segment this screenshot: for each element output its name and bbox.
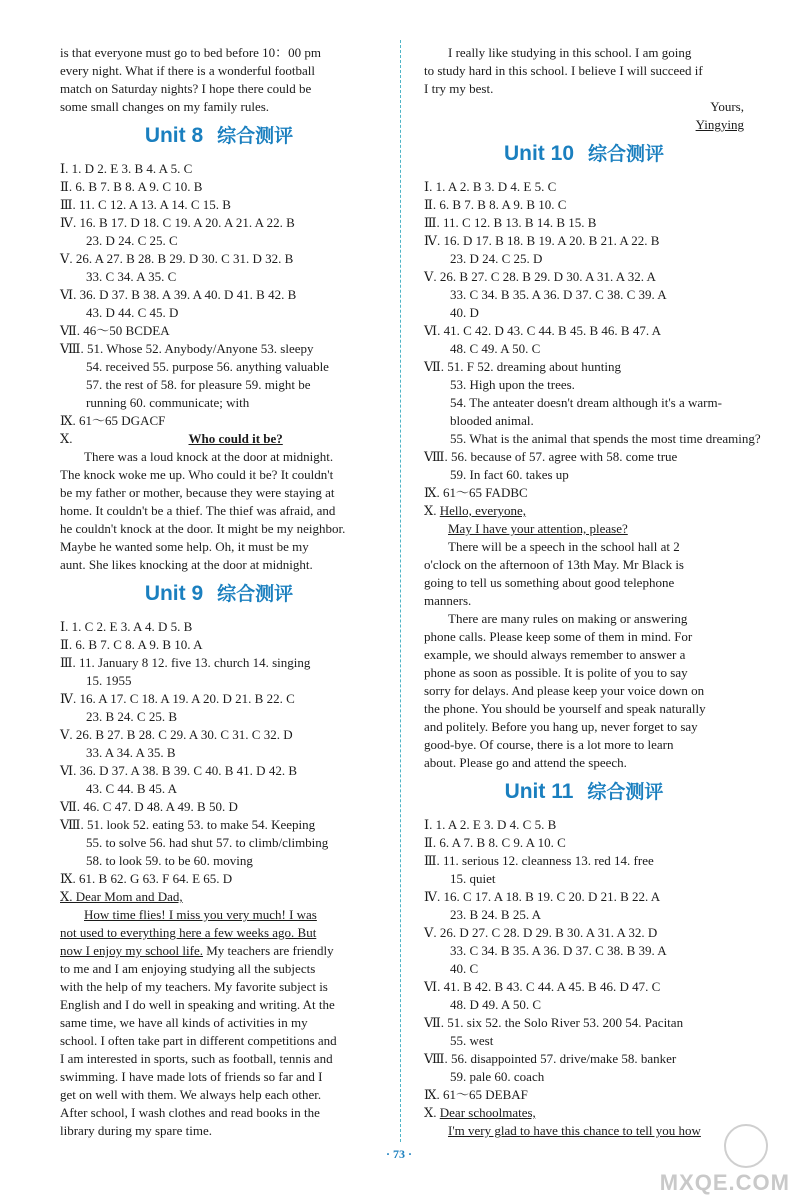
text-line: same time, we have all kinds of activities in my — [60, 1015, 308, 1030]
text-line: 43. D 44. C 45. D — [86, 305, 179, 320]
unit-subtitle: 综合测评 — [217, 125, 294, 147]
unit-heading — [424, 136, 744, 172]
text-line: There will be a speech in the school hall at 2 — [448, 539, 680, 554]
text-line: 33. C 34. B 35. A 36. D 37. C 38. B 39. A — [450, 943, 667, 958]
text-line: The knock woke me up. Who could it be? It couldn't — [60, 467, 334, 482]
text-line: 23. B 24. C 25. B — [86, 709, 178, 724]
text-line: 40. D — [450, 305, 479, 320]
text-line: home. It couldn't be a thief. The thief was afraid, and — [60, 503, 336, 518]
text-line: There was a loud knock at the door at midnight. — [84, 449, 334, 464]
text-line: Ⅲ. 11. C 12. A 13. A 14. C 15. B — [60, 197, 231, 212]
text-line: I'm very glad to have this chance to tell you how — [448, 1123, 701, 1138]
text-line: Ⅷ. 51. look 52. eating 53. to make 54. Keeping — [60, 817, 316, 832]
text-line: sorry for delays. And please keep your voice down on — [424, 683, 705, 698]
left-column — [60, 44, 378, 1140]
text-line: blooded animal. — [450, 413, 534, 428]
text-line: be my father or mother, because they were staying at — [60, 485, 335, 500]
text-line: phone calls. Please keep some of them in mind. For — [424, 629, 693, 644]
text-line: There are many rules on making or answering — [448, 611, 688, 626]
text-line: Ⅲ. 11. C 12. B 13. B 14. B 15. B — [424, 215, 597, 230]
text-line: 53. High upon the trees. — [450, 377, 575, 392]
text-line: Ⅹ. Dear schoolmates, — [424, 1105, 536, 1120]
text-line: library during my spare time. — [60, 1123, 212, 1138]
unit-title: Unit 9 — [144, 582, 204, 605]
text-line: about. Please go and attend the speech. — [424, 755, 627, 770]
text-line: English and I do well in speaking and writing. At the — [60, 997, 335, 1012]
text-line: get on well with them. We always help each other. — [60, 1087, 322, 1102]
text-line: 54. The anteater doesn't dream although it's a warm- — [450, 395, 722, 410]
text-line: 55. What is the animal that spends the most time dreaming? — [450, 431, 761, 446]
text-line: is that everyone must go to bed before 10：00 pm — [60, 45, 322, 60]
text-line: Yingying — [695, 117, 744, 132]
text-line: I really like studying in this school. I am going — [448, 45, 692, 60]
unit-title: Unit 11 — [504, 780, 574, 803]
text-line: 23. D 24. C 25. D — [450, 251, 543, 266]
text-line: o'clock on the afternoon of 13th May. Mr Black is — [424, 557, 684, 572]
text-line: Ⅱ. 6. A 7. B 8. C 9. A 10. C — [424, 835, 566, 850]
text-line: I am interested in sports, such as football, tennis and — [60, 1051, 333, 1066]
unit-subtitle: 综合测评 — [588, 143, 665, 165]
unit-subtitle: 综合测评 — [587, 781, 664, 803]
column-divider — [400, 40, 401, 1142]
text-line: Ⅳ. 16. D 17. B 18. B 19. A 20. B 21. A 22. B — [424, 233, 660, 248]
text-line: Ⅳ. 16. A 17. C 18. A 19. A 20. D 21. B 22. C — [60, 691, 295, 706]
text-line: Ⅷ. 56. because of 57. agree with 58. come true — [424, 449, 678, 464]
text-line: I try my best. — [424, 81, 494, 96]
text-line: 59. In fact 60. takes up — [450, 467, 569, 482]
text-line: Ⅱ. 6. B 7. B 8. A 9. C 10. B — [60, 179, 203, 194]
text-line: 15. 1955 — [86, 673, 132, 688]
unit-heading — [60, 118, 378, 154]
essay-title-line — [60, 430, 378, 448]
text-line: Ⅴ. 26. A 27. B 28. B 29. D 30. C 31. D 32. B — [60, 251, 294, 266]
text-line: After school, I wash clothes and read books in the — [60, 1105, 320, 1120]
unit-title: Unit 8 — [144, 124, 204, 147]
text-line: Ⅶ. 51. six 52. the Solo River 53. 200 54. Pacitan — [424, 1015, 684, 1030]
text-line: 15. quiet — [450, 871, 496, 886]
unit-subtitle: 综合测评 — [217, 583, 294, 605]
unit-heading — [60, 576, 378, 612]
text-line: going to tell us something about good telephone — [424, 575, 675, 590]
text-line: Ⅲ. 11. serious 12. cleanness 13. red 14. free — [424, 853, 654, 868]
unit-heading — [424, 774, 744, 810]
text-line: 23. B 24. B 25. A — [450, 907, 542, 922]
text-line: Ⅶ. 51. F 52. dreaming about hunting — [424, 359, 621, 374]
text-line: example, we should always remember to answer a — [424, 647, 686, 662]
text-line: the phone. You should be yourself and speak naturally — [424, 701, 706, 716]
text-line: Ⅵ. 41. B 42. B 43. C 44. A 45. B 46. D 47. C — [424, 979, 661, 994]
text-line: 33. C 34. A 35. C — [86, 269, 177, 284]
text-line: Ⅷ. 51. Whose 52. Anybody/Anyone 53. sleepy — [60, 341, 314, 356]
text-line: match on Saturday nights? I hope there could be — [60, 81, 312, 96]
text-line: Ⅱ. 6. B 7. C 8. A 9. B 10. A — [60, 637, 203, 652]
text-line: with the help of my teachers. My favorite subject is — [60, 979, 328, 994]
essay-title: Who could it be? — [188, 431, 283, 446]
text-line: 55. west — [450, 1033, 494, 1048]
text-line: 23. D 24. C 25. C — [86, 233, 178, 248]
text-line: Ⅰ. 1. A 2. E 3. D 4. C 5. B — [424, 817, 557, 832]
text-line: Ⅸ. 61～65 DEBAF — [424, 1087, 528, 1102]
text-line: and politely. Before you hang up, never forget to say — [424, 719, 698, 734]
text-line: Yours, — [710, 99, 744, 114]
text-line: Ⅵ. 36. D 37. A 38. B 39. C 40. B 41. D 42. B — [60, 763, 297, 778]
text-line: Ⅸ. 61～65 FADBC — [424, 485, 528, 500]
text-line: Ⅴ. 26. D 27. C 28. D 29. B 30. A 31. A 32. D — [424, 925, 658, 940]
text-line: Ⅰ. 1. C 2. E 3. A 4. D 5. B — [60, 619, 193, 634]
text-line: Ⅳ. 16. C 17. A 18. B 19. C 20. D 21. B 22. A — [424, 889, 661, 904]
text-line: Ⅷ. 56. disappointed 57. drive/make 58. banker — [424, 1051, 677, 1066]
section-marker: Ⅹ. — [60, 431, 73, 446]
text-line: some small changes on my family rules. — [60, 99, 270, 114]
watermark: MXQE.COM — [659, 1170, 790, 1195]
text-line: running 60. communicate; with — [86, 395, 250, 410]
text-line: Ⅹ. Hello, everyone, — [424, 503, 527, 518]
text-line: school. I often take part in different competitions and — [60, 1033, 337, 1048]
right-column — [424, 44, 761, 1140]
text-line: Ⅰ. 1. A 2. B 3. D 4. E 5. C — [424, 179, 557, 194]
page-number: · 73 · — [385, 1147, 412, 1161]
text-line: Ⅵ. 41. C 42. D 43. C 44. B 45. B 46. B 47. A — [424, 323, 661, 338]
text-line: Ⅶ. 46～50 BCDEA — [60, 323, 170, 338]
text-line: Ⅱ. 6. B 7. B 8. A 9. B 10. C — [424, 197, 567, 212]
text-line: 55. to solve 56. had shut 57. to climb/climbing — [86, 835, 329, 850]
text-line: Ⅸ. 61. B 62. G 63. F 64. E 65. D — [60, 871, 233, 886]
text-line: 43. C 44. B 45. A — [86, 781, 178, 796]
text-line: Ⅸ. 61～65 DGACF — [60, 413, 166, 428]
text-line: How time flies! I miss you very much! I was — [84, 907, 317, 922]
text-line: phone as soon as possible. It is polite of you to say — [424, 665, 688, 680]
text-line: Ⅵ. 36. D 37. B 38. A 39. A 40. D 41. B 42. B — [60, 287, 297, 302]
text-line: 48. D 49. A 50. C — [450, 997, 542, 1012]
text-line: 40. C — [450, 961, 479, 976]
text-line: Ⅰ. 1. D 2. E 3. B 4. A 5. C — [60, 161, 193, 176]
text-line: 48. C 49. A 50. C — [450, 341, 541, 356]
text-line: good-bye. Of course, there is a lot more to learn — [424, 737, 674, 752]
text-line: not used to everything here a few weeks ago. But — [60, 925, 317, 940]
text-line: Ⅲ. 11. January 8 12. five 13. church 14. singing — [60, 655, 311, 670]
text-line: he couldn't knock at the door. It might be my neighbor. — [60, 521, 346, 536]
text-line: to study hard in this school. I believe I will succeed if — [424, 63, 703, 78]
text-line: 58. to look 59. to be 60. moving — [86, 853, 253, 868]
text-line: Ⅶ. 46. C 47. D 48. A 49. B 50. D — [60, 799, 238, 814]
text-line: 54. received 55. purpose 56. anything valuable — [86, 359, 329, 374]
text-line: to me and I am enjoying studying all the subjects — [60, 961, 316, 976]
text-line: Ⅴ. 26. B 27. C 28. B 29. D 30. A 31. A 32. A — [424, 269, 656, 284]
text-line: 57. the rest of 58. for pleasure 59. might be — [86, 377, 311, 392]
text-line: Maybe he wanted some help. Oh, it must be my — [60, 539, 309, 554]
text-line: 33. C 34. B 35. A 36. D 37. C 38. C 39. A — [450, 287, 667, 302]
text-line: swimming. I have made lots of friends so far and I — [60, 1069, 323, 1084]
text-line: aunt. She likes knocking at the door at midnight. — [60, 557, 313, 572]
unit-title: Unit 10 — [503, 142, 574, 165]
text-line: 33. A 34. A 35. B — [86, 745, 176, 760]
text-line: now I enjoy my school life. My teachers are friendly — [60, 943, 334, 958]
text-line: 59. pale 60. coach — [450, 1069, 545, 1084]
watermark-logo-icon — [724, 1124, 768, 1168]
text-line: Ⅴ. 26. B 27. B 28. C 29. A 30. C 31. C 32. D — [60, 727, 293, 742]
text-line: manners. — [424, 593, 472, 608]
text-line: May I have your attention, please? — [448, 521, 628, 536]
text-line: Ⅹ. Dear Mom and Dad, — [60, 889, 183, 904]
text-line: every night. What if there is a wonderful football — [60, 63, 315, 78]
text-line: Ⅳ. 16. B 17. D 18. C 19. A 20. A 21. A 22. B — [60, 215, 295, 230]
